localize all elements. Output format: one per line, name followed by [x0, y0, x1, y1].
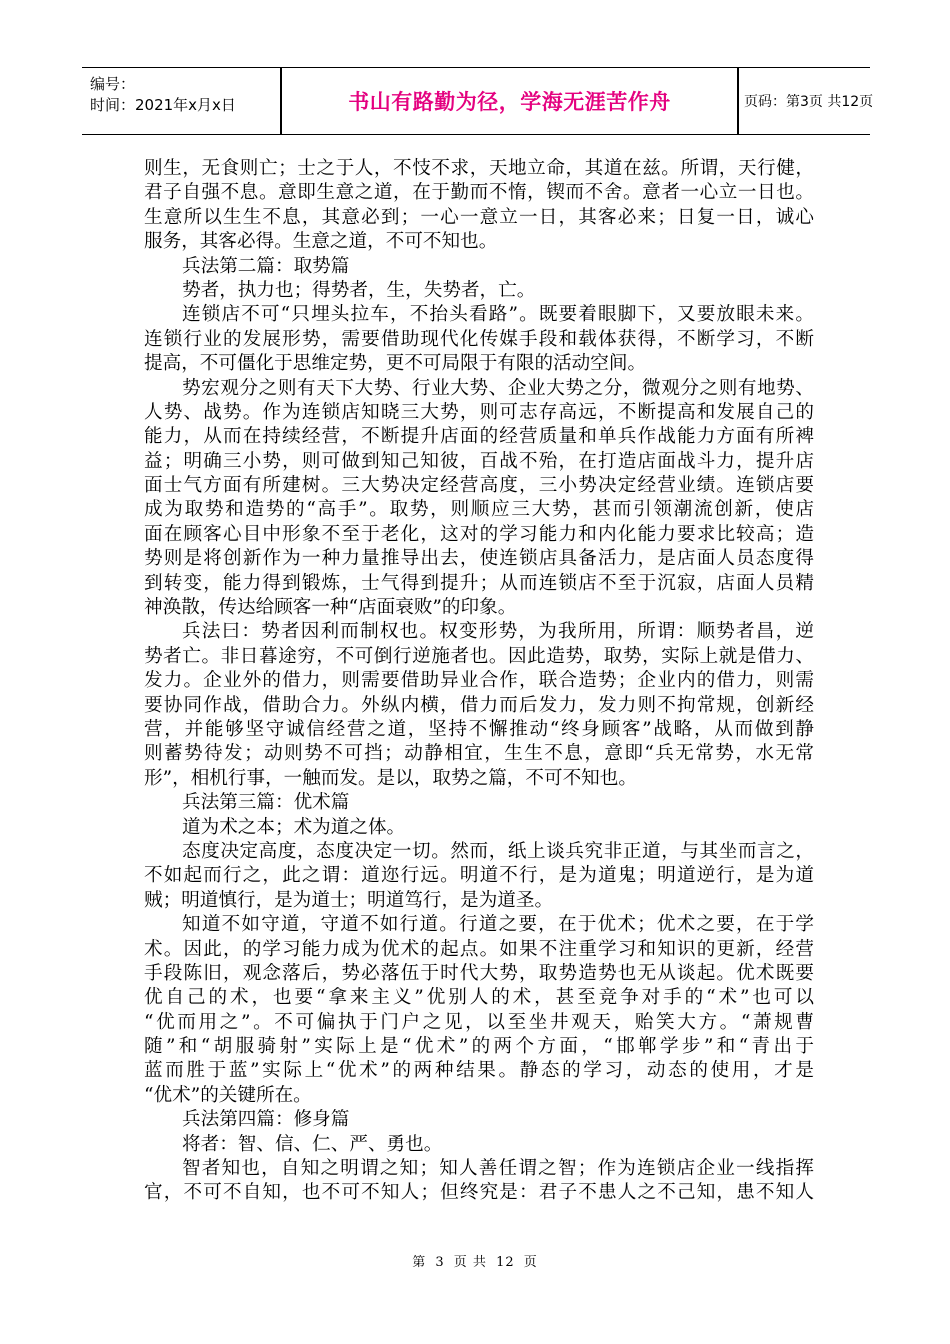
text-line: 将者：智、信、仁、严、勇也。	[182, 1133, 443, 1155]
text-line: 势则是将创新作为一种力量推导出去，使连锁店具备活力，是店面人员态度得	[144, 548, 814, 570]
footer-page-number: 3	[435, 1255, 445, 1270]
text-line: 手段陈旧，观念落后，势必落伍于时代大势，取势造势也无从谈起。优术既要	[144, 962, 814, 984]
text-line: 面士气方面有所建树。三大势决定经营高度，三小势决定经营业绩。连锁店要	[144, 475, 814, 497]
text-line: 知道不如守道，守道不如行道。行道之要，在于优术；优术之要，在于学	[182, 914, 814, 936]
text-line: 道为术之本；术为道之体。	[182, 816, 406, 838]
text-line: 神涣散，传达给顾客一种“店面衰败”的印象。	[144, 597, 517, 619]
text-line: 益；明确三小势，则可做到知己知彼，百战不殆，在打造店面战斗力，提升店	[144, 450, 814, 472]
text-line: 到转变，能力得到锻炼，士气得到提升；从而连锁店不至于沉寂，店面人员精	[144, 572, 814, 594]
text-line: 成为取势和造势的“高手”。取势，则顺应三大势，甚而引领潮流创新，使店	[144, 499, 814, 521]
text-line: “优术”的关键所在。	[144, 1084, 312, 1106]
header-page-info: 页码：第3页 共12页	[744, 94, 874, 110]
page-header	[82, 67, 874, 135]
text-line: 优自己的术，也要“拿来主义”优别人的术，甚至竞争对手的“术”也可以	[144, 987, 814, 1009]
text-line: 生意所以生生不息，其意必到；一心一意立一日，其客必来；日复一日，诚心	[144, 206, 814, 228]
text-line: 发力。企业外的借力，则需要借助异业合作，联合造势；企业内的借力，则需	[144, 670, 814, 692]
text-line: 官，不可不自知，也不可不知人；但终究是：君子不患人之不己知，患不知人	[144, 1182, 814, 1204]
text-line: 随”和“胡服骑射”实际上是“优术”的两个方面，“邯郸学步”和“青出于	[144, 1036, 814, 1058]
date-label: 时间：2021年x月x日	[90, 96, 236, 114]
text-line: 兵法第四篇：修身篇	[182, 1109, 350, 1131]
text-line: 连锁店不可“只埋头拉车，不抬头看路”。既要着眼脚下，又要放眼未来。	[182, 304, 814, 326]
text-line: 服务，其客必得。生意之道，不可不知也。	[144, 231, 498, 253]
header-left-block	[90, 74, 280, 116]
text-line: 人势、战势。作为连锁店知晓三大势，则可志存高远，不断提高和发展自己的	[144, 401, 814, 423]
text-line: 连锁行业的发展形势，需要借助现代化传媒手段和载体获得，不断学习，不断	[144, 328, 814, 350]
text-line: 势者，执力也；得势者，生，失势者，亡。	[182, 279, 536, 301]
text-line: 智者知也，自知之明谓之知；知人善任谓之智；作为连锁店企业一线指挥	[182, 1158, 814, 1180]
footer-suffix: 页	[523, 1255, 538, 1270]
text-line: 君子自强不息。意即生意之道，在于勤而不惰，锲而不舍。意者一心立一日也。	[144, 182, 814, 204]
header-divider-right	[737, 68, 739, 134]
text-line: 形”，相机行事，一触而发。是以，取势之篇，不可不知也。	[144, 767, 637, 789]
text-line: 兵法第三篇：优术篇	[182, 792, 350, 814]
text-line: 营，并能够坚守诚信经营之道，坚持不懈推动“终身顾客”战略，从而做到静	[144, 718, 814, 740]
footer-prefix: 第	[412, 1255, 427, 1270]
text-line: 蓝而胜于蓝”实际上“优术”的两种结果。静态的学习，动态的使用，才是	[144, 1060, 814, 1082]
document-body	[144, 157, 814, 1206]
text-line: 贼；明道慎行，是为道士；明道笃行，是为道圣。	[144, 889, 554, 911]
text-line: 兵法曰：势者因利而制权也。权变形势，为我所用，所谓：顺势者昌，逆	[182, 621, 814, 643]
text-line: 提高，不可僵化于思维定势，更不可局限于有限的活动空间。	[144, 353, 647, 375]
text-line: 面在顾客心目中形象不至于老化，这对的学习能力和内化能力要求比较高；造	[144, 523, 814, 545]
text-line: 兵法第二篇：取势篇	[182, 255, 350, 277]
page-footer	[0, 1251, 950, 1270]
footer-total-pages: 12	[496, 1255, 515, 1270]
text-line: 则蓄势待发；动则势不可挡；动静相宜，生生不息，意即“兵无常势，水无常	[144, 743, 814, 765]
number-label: 编号：	[90, 75, 136, 93]
text-line: “优而用之”。不可偏执于门户之见，以至坐井观天，贻笑大方。“萧规曹	[144, 1011, 814, 1033]
text-line: 要协同作战，借助合力。外纵内横，借力而后发力，发力则不拘常规，创新经	[144, 694, 814, 716]
text-line: 态度决定高度，态度决定一切。然而，纸上谈兵究非正道，与其坐而言之，	[182, 840, 814, 862]
text-line: 则生，无食则亡；士之于人，不忮不求，天地立命，其道在兹。所谓，天行健，	[144, 158, 814, 179]
text-line: 术。因此，的学习能力成为优术的起点。如果不注重学习和知识的更新，经营	[144, 938, 814, 960]
text-line: 不如起而行之，此之谓：道迩行远。明道不行，是为道鬼；明道逆行，是为道	[144, 865, 814, 887]
text-line: 能力，从而在持续经营，不断提升店面的经营质量和单兵作战能力方面有所裨	[144, 426, 814, 448]
footer-middle: 页 共	[453, 1255, 487, 1270]
text-line: 势宏观分之则有天下大势、行业大势、企业大势之分，微观分之则有地势、	[182, 377, 814, 399]
header-motto: 书山有路勤为径，学海无涯苦作舟	[348, 90, 671, 114]
text-line: 势者亡。非日暮途穷，不可倒行逆施者也。因此造势，取势，实际上就是借力、	[144, 645, 814, 667]
